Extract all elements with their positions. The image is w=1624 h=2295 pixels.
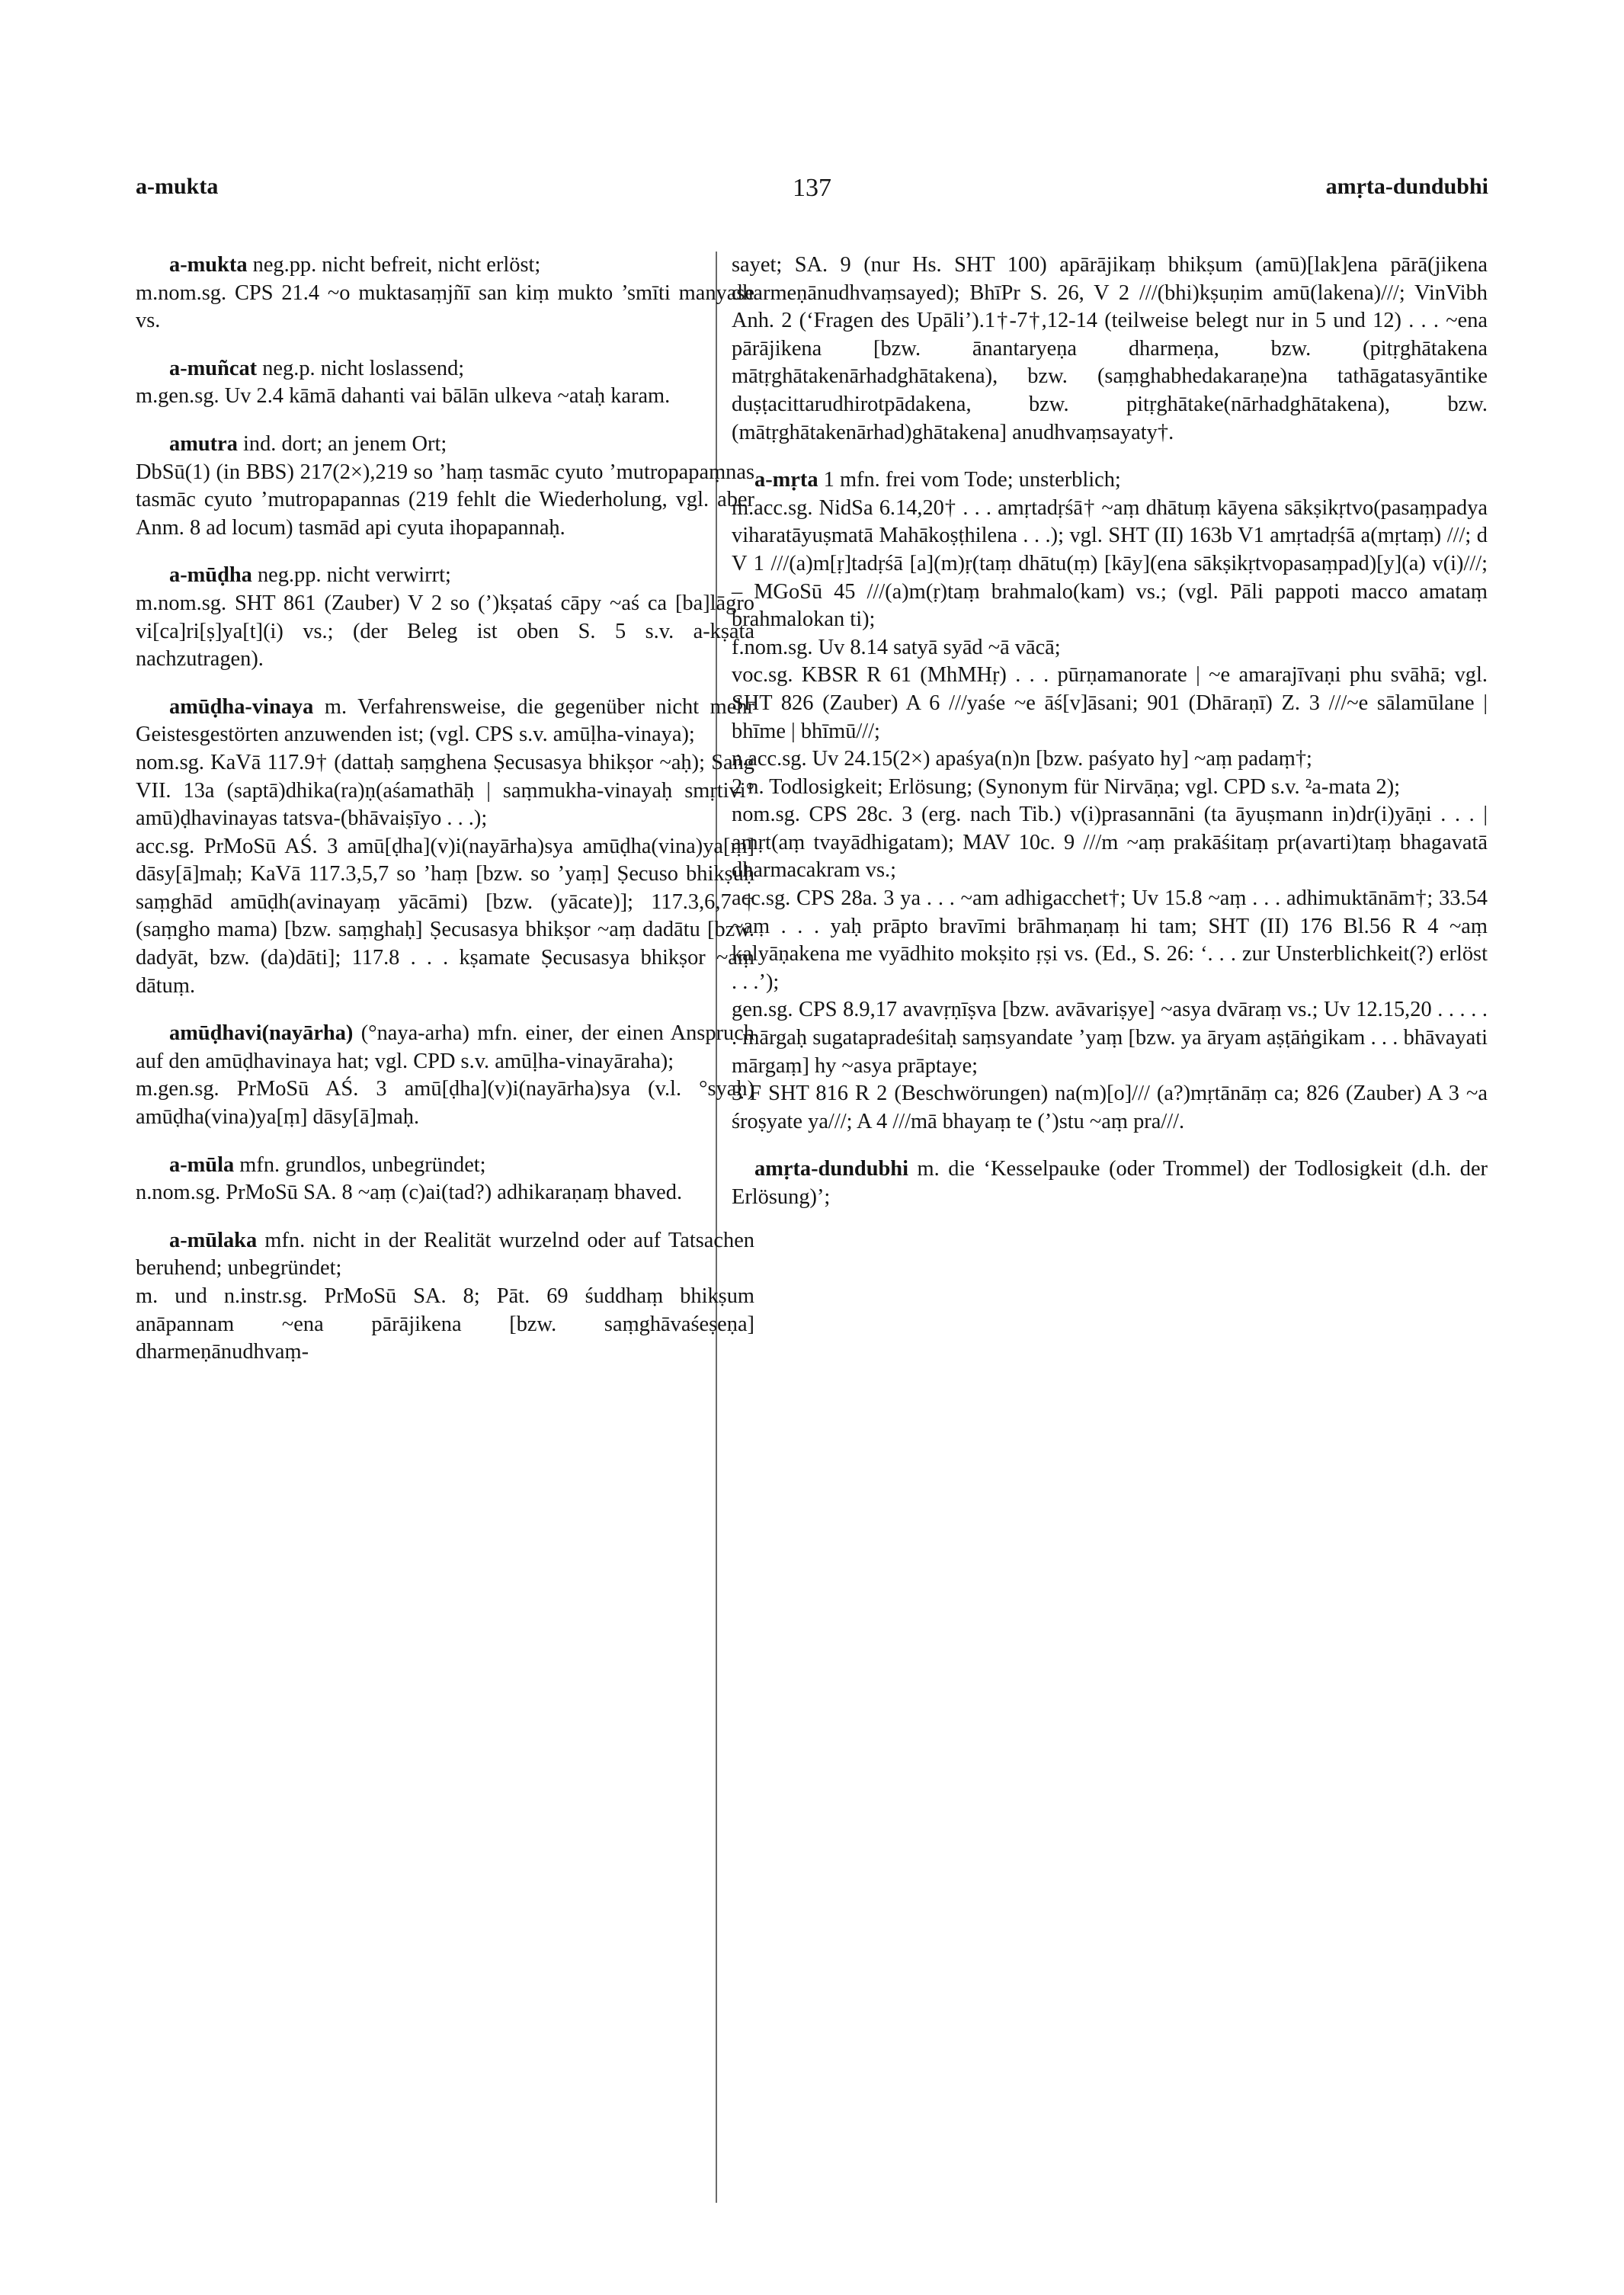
right-column [732, 252, 1488, 1232]
entry-citation [136, 280, 754, 335]
entry-citation [136, 749, 754, 833]
entry-text: sayet; SA. 9 (nur Hs. SHT 100) apārājikaṃ bhikṣum (amū)[lak]ena pārā(jikena dharmeṇānudhvaṃsayed); BhīPr S. 26, V 2 ///(bhi)kṣuṇim amū(lakena)///; VinVibh Anh. 2 (‘Fragen des Upāli’).1†-7†,12-14 (teilweise belegt nur in 5 und 12) . . . ~ena pārājikena [bzw. ānantaryeṇa dharmeṇa, bzw. (pitṛghātakena mātṛghātakenārhadghātakena), bzw. (saṃghabhedakaraṇe)na tathāgatasyāntike duṣṭacittarudhirotpādakena, bzw. pitṛghātake(nārhadghātakena), bzw. (mātṛghātakenārhad)ghātakena] anudhvaṃsayaty†. [732, 253, 1488, 444]
entry-text: neg.pp. nicht befreit, nicht erlöst; [247, 253, 541, 277]
entry-text: (°naya-arha) mfn. einer, der einen Anspruch auf den amūḍhavinaya hat; vgl. CPD s.v. amūḷha-vinayāraha); [136, 1021, 754, 1073]
entry-definition [136, 694, 754, 749]
entry-headword: a-mūḍha [169, 563, 252, 588]
entry-citation [136, 833, 754, 1001]
entry-citation [136, 1179, 754, 1207]
entry-citation [732, 801, 1488, 885]
entry-text: neg.p. nicht loslassend; [257, 356, 465, 380]
running-head-left: a-mukta [136, 174, 219, 199]
dictionary-entry [136, 694, 754, 1001]
entry-citation [732, 634, 1488, 662]
entry-definition [136, 355, 754, 383]
entry-citation [732, 745, 1488, 774]
entry-definition [732, 466, 1488, 495]
entry-text: gen.sg. CPS 8.9,17 avavṛṇīṣva [bzw. avāvariṣye] ~asya dvāraṃ vs.; Uv 12.15,20 . . . . . . mārgaḥ sugatapradeśitaḥ saṃsyandate ’yaṃ [bzw. ya āryam aṣṭāṅgikam . . . bhāvayati mārgaṃ] hy ~asya prāptaye; [732, 998, 1488, 1078]
entry-definition [136, 562, 754, 590]
entry-headword: amutra [169, 431, 238, 456]
entry-citation [136, 459, 754, 543]
entry-text: m. Verfahrensweise, die gegenüber nicht mehr Geistesgestörten anzuwenden ist; (vgl. CPS s.v. amūḷha-vinaya); [136, 694, 754, 747]
entry-headword: a-mūla [169, 1152, 235, 1177]
entry-text: voc.sg. KBSR R 61 (MhMHṛ) . . . pūrṇamanorate | ~e amarajīvaṇi phu svāhā; vgl. SHT 826 (Zauber) A 6 ///yaśe ~e āś[v]āsani; 901 (Dhāraṇī) Z. 3 ///~e sālamūlane | bhīme | bhīmū///; [732, 663, 1488, 743]
entry-text: n.acc.sg. Uv 24.15(2×) apaśya(n)n [bzw. paśyato hy] ~aṃ padaṃ†; [732, 747, 1312, 771]
entry-citation [732, 885, 1488, 996]
entry-citation [732, 996, 1488, 1080]
entry-text: mfn. nicht in der Realität wurzelnd oder auf Tatsachen beruhend; unbegründet; [136, 1228, 754, 1281]
entry-text: DbSū(1) (in BBS) 217(2×),219 so ’haṃ tasmāc cyuto ’mutropapaṃnas tasmāc cyuto ’mutropapannas (219 fehlt die Wiederholung, vgl. aber Anm. 8 ad locum) tasmād api cyuta ihopapannaḥ. [136, 460, 754, 540]
dictionary-entry [732, 466, 1488, 1136]
entry-citation [732, 1080, 1488, 1136]
entry-text: nom.sg. KaVā 117.9† (dattaḥ saṃghena Ṣecusasya bhikṣor ~aḥ); Saṅg VII. 13a (saptā)dhika(ra)ṇ(aśamathāḥ | saṃmukha-vinayaḥ smṛtivi° amū)ḍhavinayas tatsva-(bhāvaiṣīyo . . .); [136, 750, 754, 831]
entry-text: mfn. grundlos, unbegründet; [234, 1152, 486, 1177]
entry-text: 1 mfn. frei vom Tode; unsterblich; [818, 468, 1121, 492]
entry-text: m.gen.sg. Uv 2.4 kāmā dahanti vai bālān ulkeva ~ataḥ karam. [136, 384, 671, 409]
dictionary-entry [136, 1227, 754, 1367]
running-head-right: amṛta-dundubhi [1325, 174, 1488, 199]
entry-definition [136, 1227, 754, 1283]
dictionary-entry [136, 562, 754, 673]
entry-text: 3 F SHT 816 R 2 (Beschwörungen) na(m)[o]/// (a?)mṛtānāṃ ca; 826 (Zauber) A 3 ~a śroṣyate ya///; A 4 ///mā bhayaṃ te (’)stu ~aṃ pra///. [732, 1082, 1488, 1133]
entry-definition [732, 1156, 1488, 1211]
entry-citation [732, 774, 1488, 802]
entry-citation [136, 1075, 754, 1131]
left-column [136, 252, 754, 1386]
entry-text: m.nom.sg. CPS 21.4 ~o muktasaṃjñī san kiṃ mukto ’smīti manyase vs. [136, 280, 754, 333]
dictionary-entry [136, 355, 754, 411]
entry-citation [732, 495, 1488, 634]
entry-text: ind. dort; an jenem Ort; [237, 431, 447, 456]
running-head [136, 174, 1488, 204]
dictionary-entry [136, 252, 754, 335]
entry-text: f.nom.sg. Uv 8.14 satyā syād ~ā vācā; [732, 635, 1061, 659]
entry-definition [732, 252, 1488, 447]
dictionary-entry [136, 431, 754, 542]
entry-headword: a-muñcat [169, 356, 258, 380]
dictionary-entry [136, 1020, 754, 1131]
entry-text: nom.sg. CPS 28c. 3 (erg. nach Tib.) v(i)prasannāni (ta āyuṣmann in)dr(i)yāṇi . . . | amṛt(aṃ tvayādhigatam); MAV 10c. 9 ///m ~aṃ prakāśitaṃ pr(avarti)taṃ bhagavatā dharmacakram vs.; [732, 803, 1488, 883]
page-number: 137 [793, 174, 831, 202]
entry-text: m. und n.instr.sg. PrMoSū SA. 8; Pāt. 69 śuddhaṃ bhikṣum anāpannam ~ena pārājikena [bzw. saṃghāvaśeṣeṇa] dharmeṇānudhvaṃ- [136, 1284, 754, 1364]
entry-definition [136, 431, 754, 459]
entry-headword: a-mūlaka [169, 1228, 258, 1252]
entry-text: 2 n. Todlosigkeit; Erlösung; (Synonym für Nirvāṇa; vgl. CPD s.v. ²a-mata 2); [732, 774, 1401, 799]
dictionary-entry [136, 1152, 754, 1207]
entry-citation [732, 662, 1488, 745]
entry-text: acc.sg. PrMoSū AŚ. 3 amū[ḍha](v)i(nayārha)sya amūḍha(vina)ya[ṃ] dāsy[ā]maḥ; KaVā 117.3,5,7 so ’haṃ [bzw. so ’yaṃ] Ṣecuso bhikṣuḥ saṃghād amūḍh(avinayaṃ yācāmi) [bzw. (yācate)]; 117.3,6,7† (saṃgho mama) [bzw. saṃghaḥ] Ṣecusasya bhikṣor ~aṃ dadātu [bzw. dadyāt, bzw. (da)dāti]; 117.8 . . . kṣamate Ṣecusasya bhikṣor ~aṃ dātuṃ. [136, 834, 754, 998]
entry-citation [136, 383, 754, 411]
entry-headword: a-mṛta [754, 468, 818, 492]
entry-text: n.nom.sg. PrMoSū SA. 8 ~aṃ (c)ai(tad?) adhikaraṇaṃ bhaved. [136, 1181, 683, 1205]
entry-headword: amūḍha-vinaya [169, 694, 314, 719]
entry-text: neg.pp. nicht verwirrt; [251, 563, 451, 588]
entry-definition [136, 252, 754, 280]
entry-text: m.nom.sg. SHT 861 (Zauber) V 2 so (’)kṣataś cāpy ~aś ca [ba]lāgro vi[ca]ri[ṣ]ya[t](i) vs.; (der Beleg ist oben S. 5 s.v. a-kṣata nachzutragen). [136, 591, 754, 672]
entry-text: m. die ‘Kesselpauke (oder Trommel) der Todlosigkeit (d.h. der Erlösung)’; [732, 1157, 1488, 1209]
entry-citation [136, 1283, 754, 1367]
entry-citation [136, 590, 754, 674]
dictionary-entry [732, 1156, 1488, 1211]
dictionary-entry [732, 252, 1488, 447]
entry-text: acc.sg. CPS 28a. 3 ya . . . ~am adhigacchet†; Uv 15.8 ~aṃ . . . adhimuktānām†; 33.54 ~aṃ . . . yaḥ prāpto bravīmi brāhmaṇaṃ hi tam; SHT (II) 176 Bl.56 R 4 ~aṃ kalyāṇakena me vyādhito mokṣito ṛṣi vs. (Ed., S. 26: ‘. . . zur Unsterblichkeit(?) erlöst . . .’); [732, 886, 1488, 994]
entry-headword: amṛta-dundubhi [754, 1157, 908, 1181]
entry-text: m.gen.sg. PrMoSū AŚ. 3 amū[ḍha](v)i(nayārha)sya (v.l. °syaḥ) amūḍha(vina)ya[ṃ] dāsy[ā]maḥ. [136, 1077, 754, 1130]
entry-definition [136, 1020, 754, 1075]
entry-text: m.acc.sg. NidSa 6.14,20† . . . amṛtadṛśā† ~aṃ dhātuṃ kāyena sākṣikṛtvo(pasaṃpadya viharatāyuṣmatā Mahākoṣṭhilena . . .); vgl. SHT (II) 163b V1 amṛtadṛśā a(mṛtaṃ) ///; d V 1 ///(a)m[ṛ]tadṛśā [a](m)ṛ(taṃ dhātu(ṃ) [kāy](ena sākṣikṛtvopasaṃpad)[y](a) v(i)///; – MGoSū 45 ///(a)m(ṛ)taṃ brahmalo(kam) vs.; (vgl. Pāli pappoti macco amataṃ brahmalokan ti); [732, 495, 1488, 632]
entry-definition [136, 1152, 754, 1180]
entry-headword: amūḍhavi(nayārha) [169, 1021, 354, 1046]
entry-headword: a-mukta [169, 253, 248, 277]
